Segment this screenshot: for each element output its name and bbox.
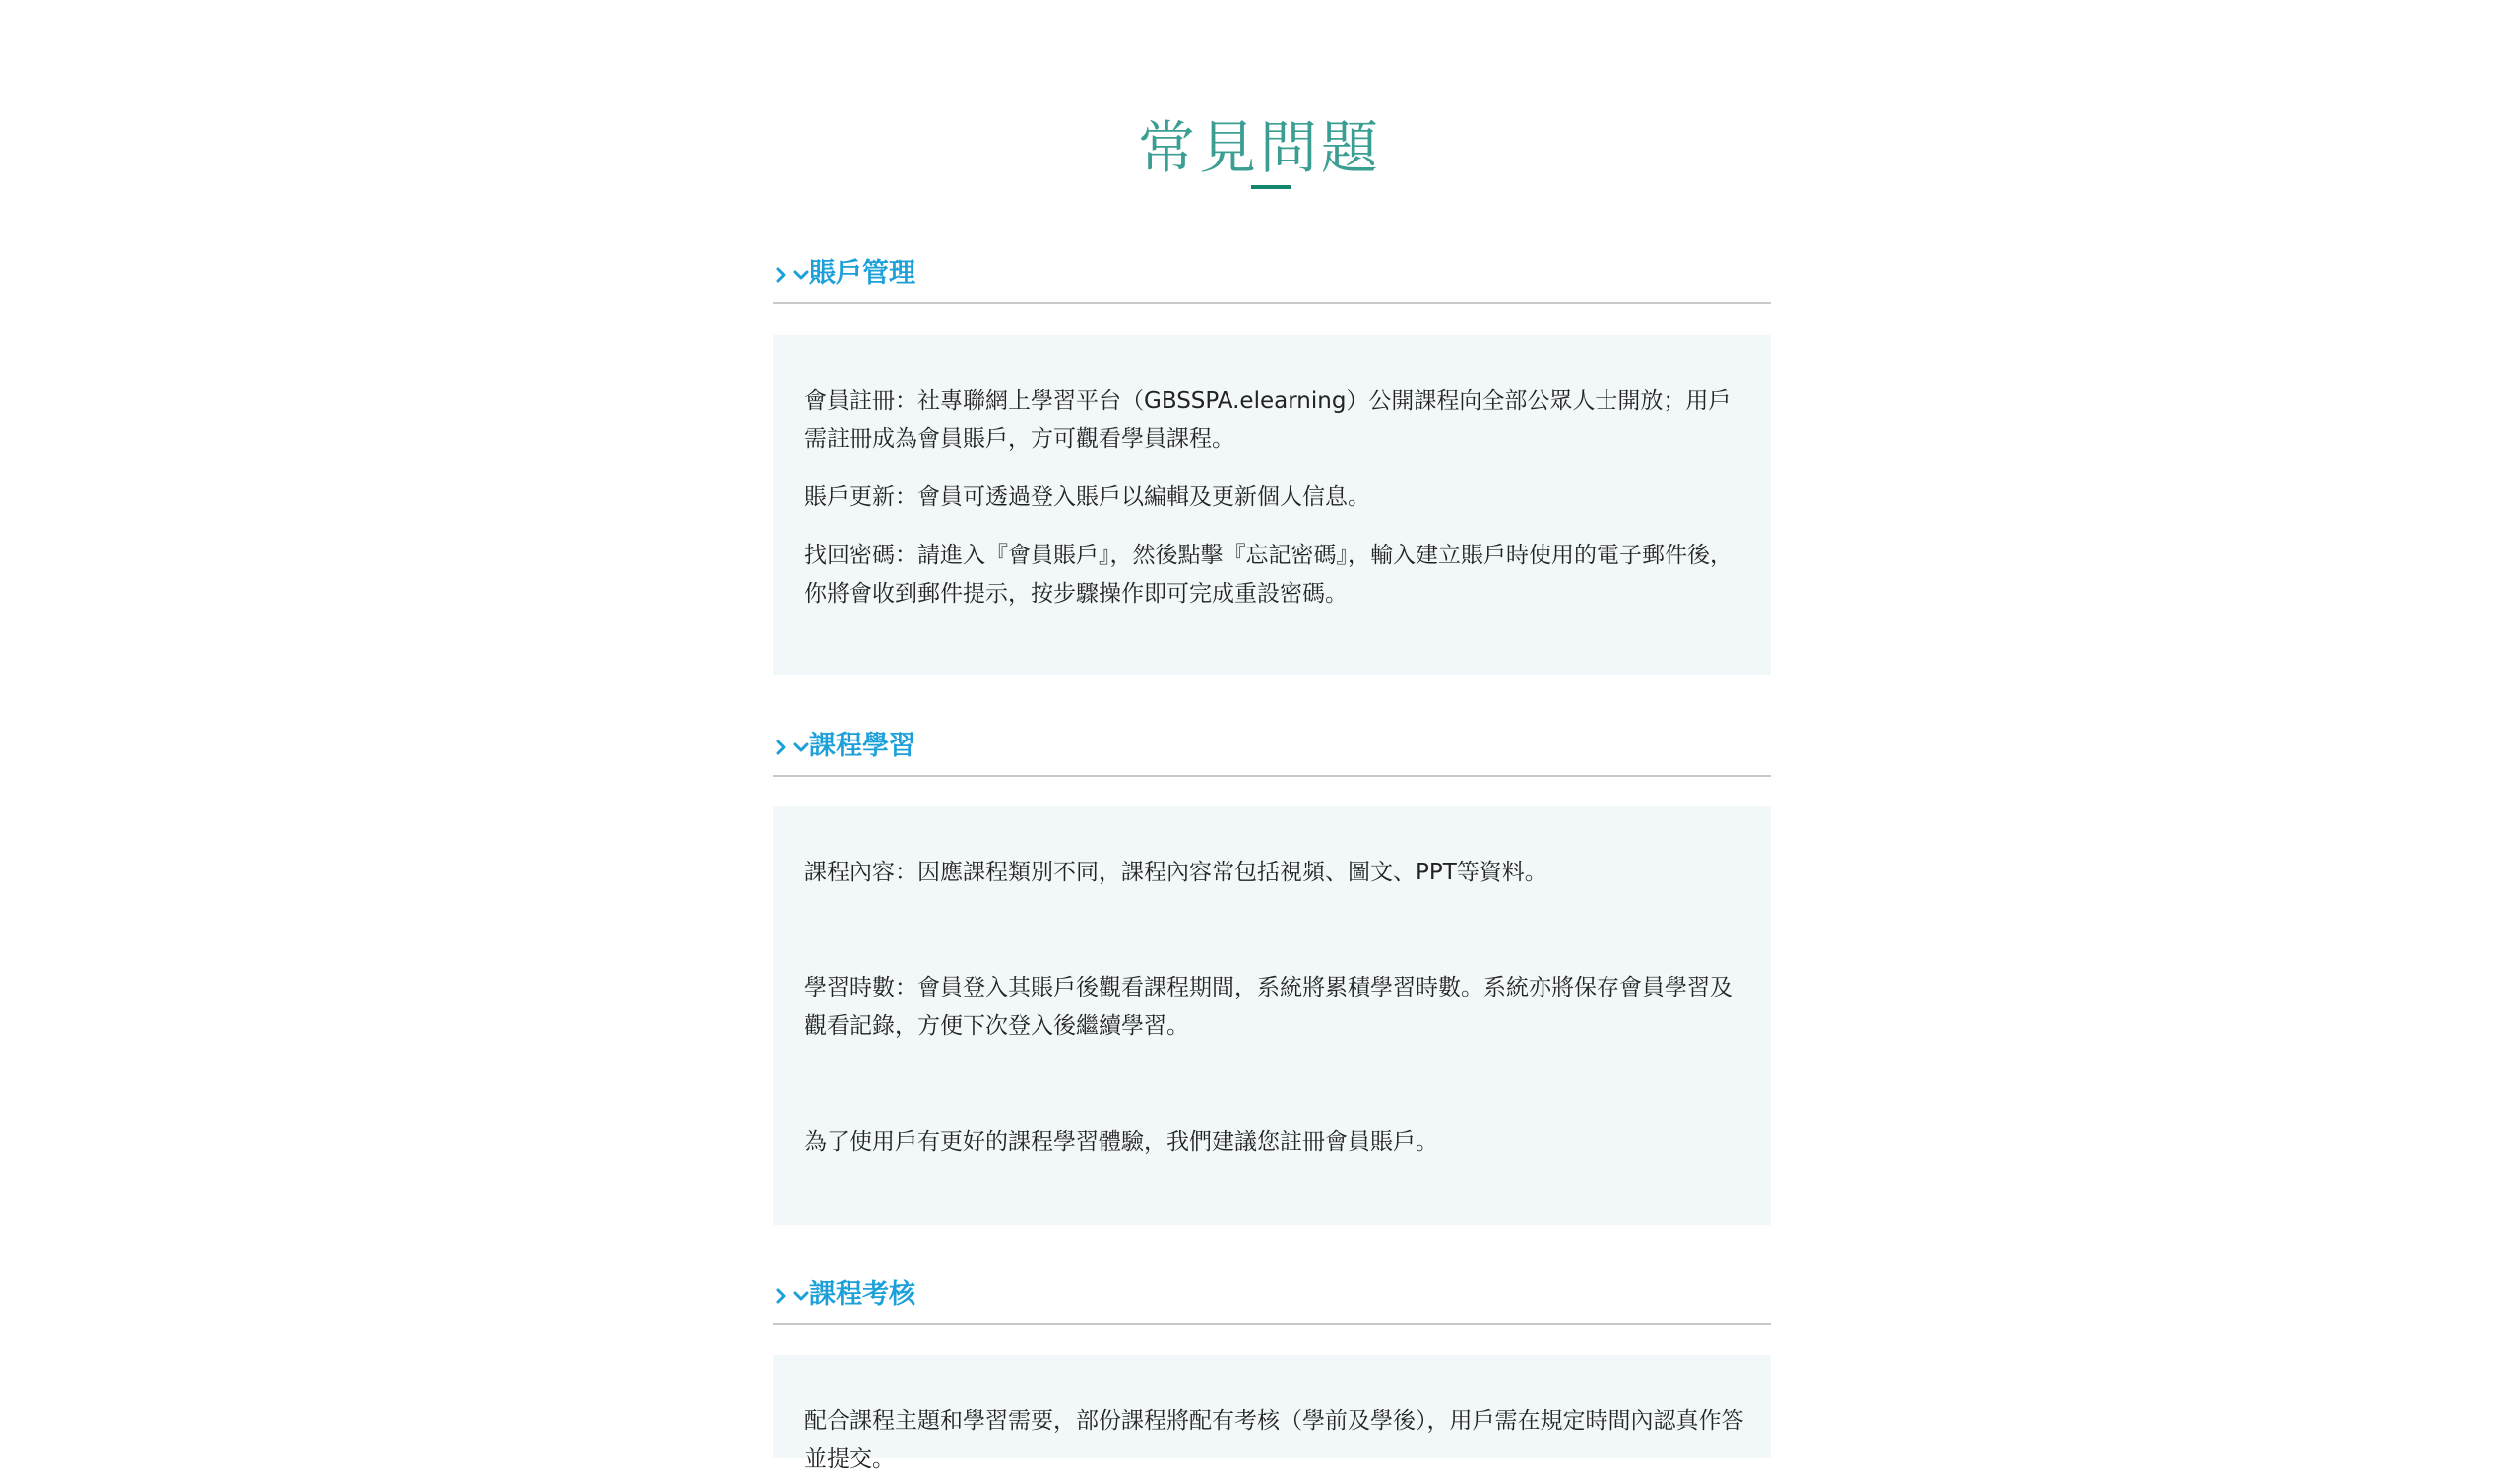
section-paragraph: 賬戶更新：會員可透過登入賬戶以編輯及更新個人信息。: [804, 484, 1370, 510]
section-paragraph: 為了使用戶有更好的課程學習體驗，我們建議您註冊會員賬戶。: [804, 1129, 1438, 1155]
chevron-right-icon: [773, 259, 790, 289]
section-paragraph: 配合課程主題和學習需要，部份課程將配有考核（學前及學後），用戶需在規定時間內認真作答並提交。: [804, 1408, 1744, 1472]
chevron-right-icon: [773, 1280, 790, 1310]
page-title: 常見問題: [1137, 114, 1382, 181]
section-toggle[interactable]: [773, 1280, 810, 1310]
section-header-assessment[interactable]: [773, 1266, 1771, 1325]
section-header-learning[interactable]: [773, 718, 1771, 777]
section-label: 課程學習: [809, 731, 915, 761]
chevron-down-icon: [792, 732, 810, 761]
title-underline: [1251, 185, 1291, 189]
section-toggle[interactable]: [773, 259, 810, 289]
chevron-right-icon: [773, 732, 790, 761]
section-body-account: [773, 335, 1771, 675]
section-paragraph: 會員註冊：社專聯網上學習平台（GBSSPA.elearning）公開課程向全部公眾人士開放；用戶需註冊成為會員賬戶，方可觀看學員課程。: [804, 388, 1732, 452]
section-label: 課程考核: [809, 1279, 915, 1310]
chevron-down-icon: [792, 259, 810, 289]
chevron-down-icon: [792, 1280, 810, 1310]
section-paragraph: 學習時數：會員登入其賬戶後觀看課程期間，系統將累積學習時數。系統亦將保存會員學習及觀看記錄，方便下次登入後繼續學習。: [804, 975, 1732, 1039]
section-header-account[interactable]: [773, 245, 1771, 304]
section-body-assessment: [773, 1355, 1771, 1472]
section-label: 賬戶管理: [809, 258, 915, 289]
title-wrap: [0, 108, 2520, 187]
section-toggle[interactable]: [773, 732, 810, 761]
section-paragraph: 課程內容：因應課程類別不同，課程內容常包括視頻、圖文、PPT等資料。: [804, 860, 1547, 885]
section-paragraph: 找回密碼：請進入『會員賬戶』，然後點擊『忘記密碼』，輸入建立賬戶時使用的電子郵件後，你將會收到郵件提示，按步驟操作即可完成重設密碼。: [804, 543, 1732, 607]
section-body-learning: [773, 806, 1771, 1225]
